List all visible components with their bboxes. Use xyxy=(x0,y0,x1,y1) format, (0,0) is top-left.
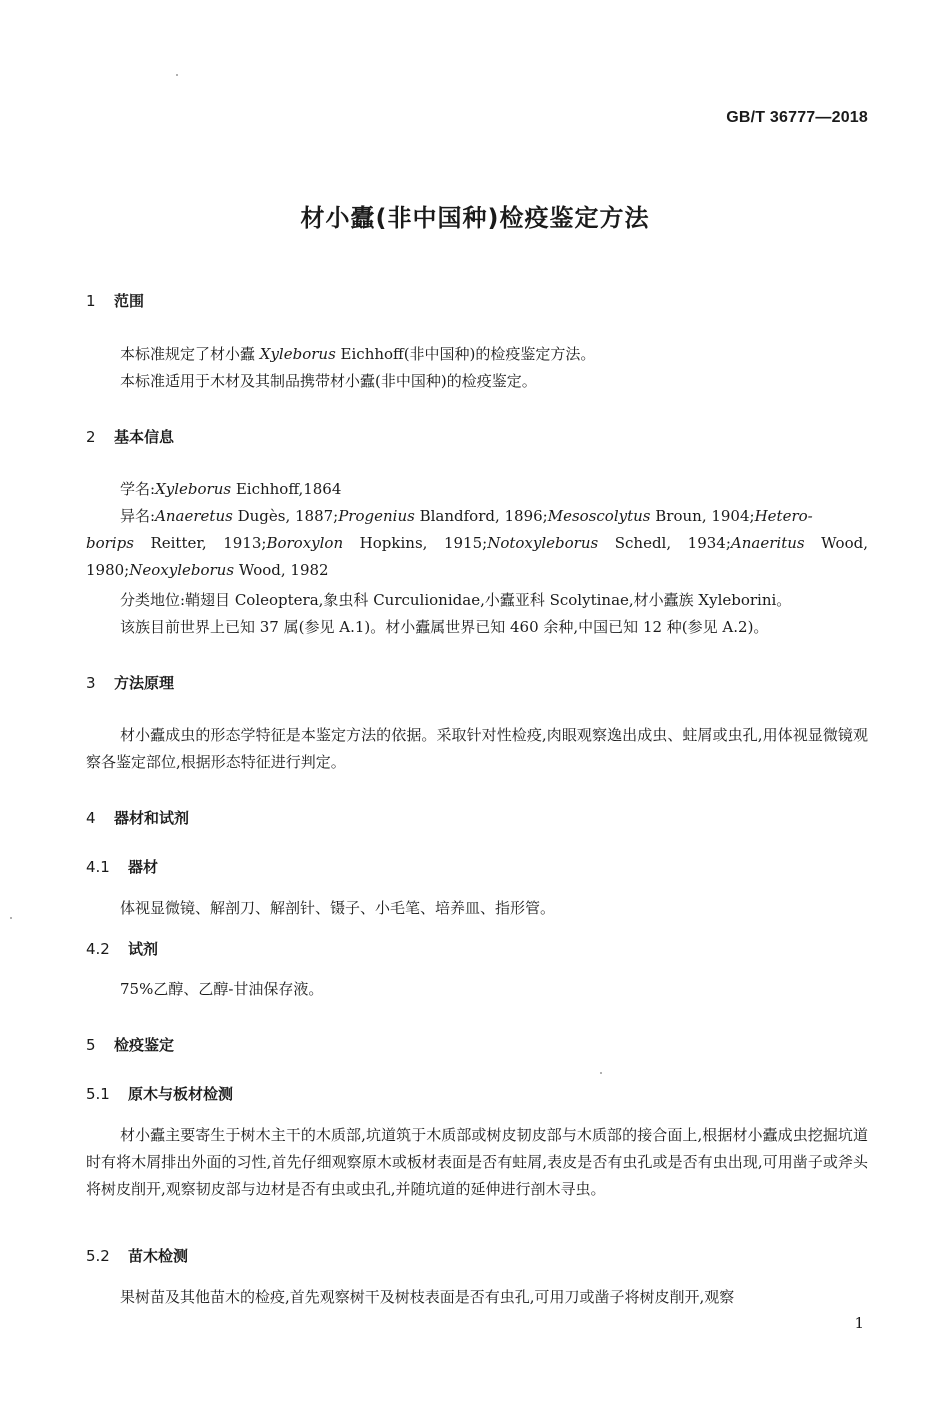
section-number: 5.1 xyxy=(86,1085,110,1103)
section-title: 原木与板材检测 xyxy=(128,1085,234,1103)
section-number: 4.1 xyxy=(86,858,110,876)
scan-speck xyxy=(176,74,178,76)
scientific-name: 学名:Xyleborus Eichhoff,1864 xyxy=(120,480,342,498)
page-number: 1 xyxy=(854,1314,864,1332)
section-title: 检疫鉴定 xyxy=(114,1036,175,1054)
section-number: 1 xyxy=(86,292,96,310)
section-title: 范围 xyxy=(114,292,145,310)
section-5-heading xyxy=(86,1034,174,1055)
section-title: 方法原理 xyxy=(114,674,175,692)
section-2-heading xyxy=(86,426,174,447)
section-1-heading xyxy=(86,290,144,311)
section-title: 器材 xyxy=(128,858,159,876)
section-number: 4.2 xyxy=(86,940,110,958)
synonyms-paragraph: 异名:Anaeretus Dugès, 1887;Progenius Blandford, 1896;Mesoscolytus Broun, 1904;Hetero- borips Reitter, 1913;Boroxylon Hopkins, 1915;Notoxyleborus Schedl, 1934;Anaeritus Wood, 1980;Neoxyleborus Wood, 1982 xyxy=(86,507,868,579)
equipment-paragraph: 体视显微镜、解剖刀、解剖针、镊子、小毛笔、培养皿、指形管。 xyxy=(120,899,556,917)
scan-speck xyxy=(10,917,12,919)
section-number: 5 xyxy=(86,1036,96,1054)
section-number: 2 xyxy=(86,428,96,446)
section-4-1-heading xyxy=(86,856,158,877)
taxonomy-paragraph: 分类地位:鞘翅目 Coleoptera,象虫科 Curculionidae,小蠹亚科 Scolytinae,材小蠹族 Xyleborini。 xyxy=(120,591,792,609)
section-3-heading xyxy=(86,672,174,693)
log-inspection-paragraph: 材小蠹主要寄生于树木主干的木质部,坑道筑于木质部或树皮韧皮部与木质部的接合面上,根据材小蠹成虫挖掘坑道时有将木屑排出外面的习性,首先仔细观察原木或板材表面是否有蛀屑,表皮是否有虫孔或是否有虫出现,可用凿子或斧头将树皮削开,观察韧皮部与边材是否有虫或虫孔,并随坑道的延伸进行剖木寻虫。 xyxy=(86,1126,868,1198)
principle-paragraph: 材小蠹成虫的形态学特征是本鉴定方法的依据。采取针对性检疫,肉眼观察逸出成虫、蛀屑或虫孔,用体视显微镜观察各鉴定部位,根据形态特征进行判定。 xyxy=(86,726,868,771)
section-title: 苗木检测 xyxy=(128,1247,189,1265)
section-number: 3 xyxy=(86,674,96,692)
document-title: 材小蠹(非中国种)检疫鉴定方法 xyxy=(300,204,650,232)
scope-paragraph-1: 本标准规定了材小蠹 Xyleborus Eichhoff(非中国种)的检疫鉴定方法。 xyxy=(120,345,596,363)
section-title: 试剂 xyxy=(128,940,159,958)
genus-name: Xyleborus xyxy=(259,345,336,363)
section-title: 基本信息 xyxy=(114,428,175,446)
standard-code: GB/T 36777—2018 xyxy=(726,109,868,126)
section-number: 4 xyxy=(86,809,96,827)
scan-speck xyxy=(600,1072,602,1074)
genus-count-paragraph: 该族目前世界上已知 37 属(参见 A.1)。材小蠹属世界已知 460 余种,中国已知 12 种(参见 A.2)。 xyxy=(120,618,769,636)
section-5-1-heading xyxy=(86,1083,233,1104)
section-4-2-heading xyxy=(86,938,158,959)
section-title: 器材和试剂 xyxy=(114,809,190,827)
seedling-inspection-paragraph: 果树苗及其他苗木的检疫,首先观察树干及树枝表面是否有虫孔,可用刀或凿子将树皮削开,观察 xyxy=(120,1288,735,1306)
section-number: 5.2 xyxy=(86,1247,110,1265)
scope-paragraph-2: 本标准适用于木材及其制品携带材小蠹(非中国种)的检疫鉴定。 xyxy=(120,372,537,390)
reagents-paragraph: 75%乙醇、乙醇-甘油保存液。 xyxy=(120,980,324,998)
section-4-heading xyxy=(86,807,189,828)
section-5-2-heading xyxy=(86,1245,188,1266)
